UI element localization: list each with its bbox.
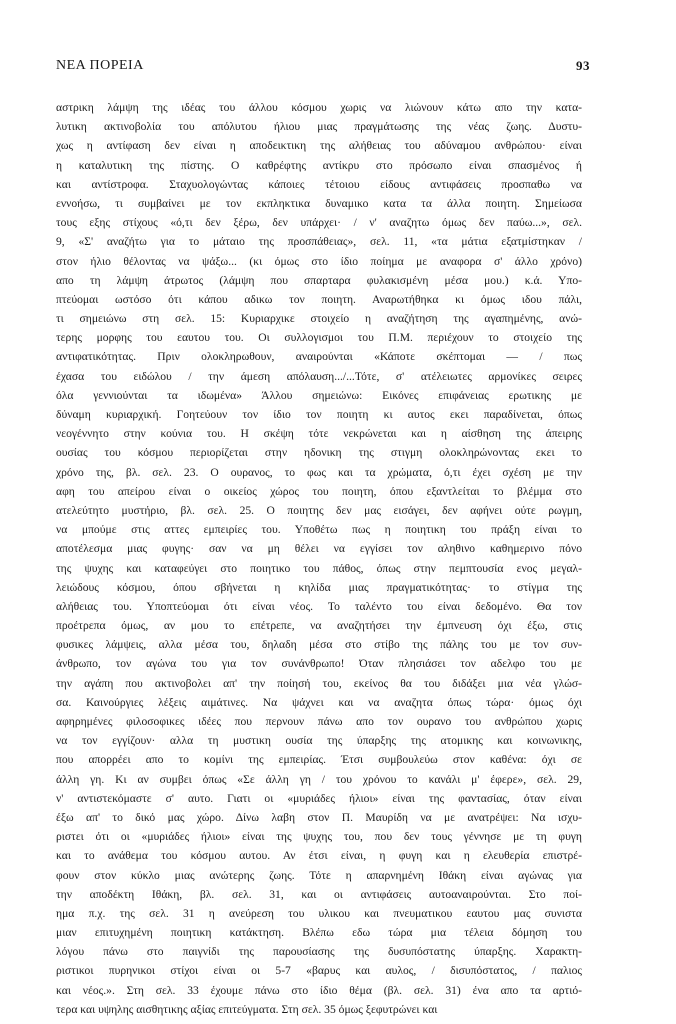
text-line: άλλη γη. Κι αν συμβει όπως «Σε άλλη γη / του χρόνου το κανάλι μ' έφερε», σελ. 29, <box>56 772 582 786</box>
text-line: έχασα του ειδώλου / την άμεση απόλαυση.../...Τότε, σ' ατέλειωτες αρμονίκες σειρες <box>56 369 582 383</box>
text-line: τους εξης στίχους «ό,τι δεν ξέρω, δεν υπάρχει· / ν' αναζητω όμως δεν παύω...», σελ. <box>56 216 582 230</box>
text-line: έξω απ' το δικό μας χώρο. Δίνω λαβη στον Π. Μαυρίδη να με ανατρέψει: Να ισχυ- <box>56 810 582 824</box>
page-number: 93 <box>576 58 590 73</box>
text-line: ατελεύτητο μυστήριο, βλ. σελ. 25. Ο ποιητης δεν μας εισάγει, δεν αφήνει ούτε ρωγμη, <box>56 503 582 517</box>
text-line: αφηρημένες φιλοσοφικες ιδέες που περνουν πάνω απο τον ουρανο του ανθρώπου χωρις <box>56 715 582 728</box>
text-line: εννοήσω, τι συμβαίνει με τον εκπληκτικα δυναμικο κατα τα άλλα ποιητη. Σημείωσα <box>56 196 582 210</box>
text-line: ριστικοι πυρηνικοι στίχοι είναι οι 5-7 «βαρυς και αυλος, / δισυπόστατος, / παλιος <box>56 964 582 978</box>
text-line: την αγάπη που ακτινοβολει απ' την ποίησή του, εκείνος θα του διδάξει μια νέα γλώσ- <box>56 676 582 690</box>
text-line: να τον εγγίζουν· αλλα τη μυστικη ουσία της ύπαρξης της ατομικης και κοινωνικης, <box>56 734 582 748</box>
text-line: τερης μορφης του εαυτου του. Οι συλλογισμοι του Π.Μ. περιέχουν το στοιχείο της <box>56 331 582 345</box>
text-line: ουσίας του κόσμου περιορίζεται στην ηδονικη της στιγμη ολοκληρώνοντας εκει το <box>56 446 582 460</box>
text-line: τι σημειώνω στη σελ. 15: Κυριαρχικε στοιχείο η αναζήτηση της αγαπημένης, ανώ- <box>56 312 582 326</box>
text-line: δύναμη κυριαρχική. Γοητεύουν τον ίδιο τον ποιητη κι αυτος εκει παραδίνεται, όπως <box>56 408 582 421</box>
text-line: αντιφατικότητας. Πριν ολοκληρωθουν, αναιρούνται «Κάποτε σκέπτομαι — / πως <box>56 350 582 364</box>
text-line: και νέος.». Στη σελ. 33 έχουμε πάνω στο ίδιο θέμα (βλ. σελ. 31) ένα απο τα αρτιό- <box>56 983 582 997</box>
text-line: μιαν επιτυχημένη ποιητικη κατάκτηση. Βλέπω εδω τώρα μια τέλεια δόμηση του <box>56 926 582 940</box>
body-text <box>56 98 582 1019</box>
text-line: λυτικη ακτινοβολία του απόλυτου ήλιου μιας πραγμάτωσης της νέας ζωης. Δυστυ- <box>56 120 582 134</box>
text-line: και το ανάθεμα του κόσμου αυτου. Αν έτσι είναι, η φυγη και η ελευθερία επιστρέ- <box>56 849 582 863</box>
text-line: που απορρέει απο το κομίνι της εμπειρίας. Έτσι συμβουλεύω στον καθένα: όχι σε <box>56 753 582 767</box>
text-line: αστρικη λάμψη της ιδέας του άλλου κόσμου χωρις να λιώνουν κάτω απο την κατα- <box>56 101 582 114</box>
text-line: απο τη λάμψη άτρωτος (λάμψη που σπαρταρα φυλακισμένη μέσα μου.) κ.ά. Υπο- <box>56 273 582 287</box>
text-line: χρόνο της, βλ. σελ. 23. Ο ουρανος, το φως και τα χρώματα, ό,τι έχει σχέση με την <box>56 465 582 479</box>
text-line: σα. Καινούργιες λέξεις αιμάτινες. Να ψάχνει και να αναζητα όπως τώρα· όμως όχι <box>56 695 582 709</box>
text-line: φυσικες λάμψεις, αλλα μέσα του, δηλαδη μέσα στο στίβο της πάλης του με τον συν- <box>56 638 582 652</box>
text-line: της ψυχης και καταφεύγει στο ποιητικο του πάθος, όπως στην πεμπτουσία ενος μεγαλ- <box>56 561 582 575</box>
text-line: αποτέλεσμα μιας φυγης· σαν να μη θέλει να εγγίσει τον αληθινο καθημερινο πόνο <box>56 542 582 556</box>
text-line: χως η αντίφαση δεν είναι η αποδεικτικη της αλήθειας του αδύναμου ανθρώπου· είναι <box>56 139 582 153</box>
text-line: την αποδέκτη Ιθάκη, βλ. σελ. 31, και οι αντιφάσεις αυτοαναιρούνται. Στο ποί- <box>56 887 582 901</box>
text-line: προέτρεπα όμως, αν μου το επέτρεπε, να αναζητήσει την έμπνευση όχι έξω, στις <box>56 619 582 633</box>
text-line: 9, «Σ' αναζήτω για το μάταιο της προσπάθειας», σελ. 11, «τα μάτια εξατμίστηκαν / <box>56 235 582 249</box>
text-line: όλα γεννιούνται τα ιδωμένα» Άλλου σημειώνω: Εικόνες επιφάνειας ερωτικης με <box>56 388 582 402</box>
text-line: άνθρωπο, τον αγώνα του για τον συνάνθρωπο! Όταν πλησιάσει τον αδελφο του με <box>56 657 582 671</box>
text-line: και αντίστροφα. Σταχυολογώντας κάποιες τέτοιου είδους αντιφάσεις προσπαθω να <box>56 177 582 191</box>
text-line: ν' αντιστεκόμαστε σ' αυτο. Γιατι οι «μυριάδες ήλιοι» είναι της φαντασίας, όταν είναι <box>56 791 582 805</box>
text-line: λειώδους κόσμου, όπου σβήνεται η κηλίδα μιας πραγματικότητας· το στίγμα της <box>56 580 582 594</box>
text-line: αφη του απείρου είναι ο οικείος χώρος του ποιητη, όπου εξαντλείται το βλέμμα στο <box>56 484 582 498</box>
running-title: ΝΕΑ ΠΟΡΕΙΑ <box>56 58 144 73</box>
text-line: να μπούμε στις αττες εμπειρίες του. Υποθέτω πως η ποιητικη του πράξη είναι το <box>56 523 582 537</box>
text-line: αλήθειας του. Υποπτεύομαι ότι είναι νέος. Το ταλέντο του είναι δεδομένο. Θα τον <box>56 599 582 613</box>
text-line: ημα π.χ. της σελ. 31 η ανεύρεση του υλικου και πνευματικου εαυτου μας συνιστα <box>56 906 582 920</box>
text-line: ριστει ότι οι «μυριάδες ήλιοι» είναι της ψυχης του, που δεν τους γέννησε με τη φυγη <box>56 830 582 844</box>
text-line: πτεύομαι ωστόσο ότι κάπου αδικω τον ποιητη. Αναρωτήθηκα κι όμως ιδου πάλι, <box>56 292 582 306</box>
text-line: τερα και υψηλης αισθητικης αξίας επιτεύγματα. Στη σελ. 35 όμως ξεφυτρώνει και <box>56 1002 438 1016</box>
text-line: φουν στον κύκλο μιας ανώτερης ζωης. Τότε η απαρνημένη Ιθάκη είναι αγώνας για <box>56 868 582 882</box>
text-line: νεογέννητο στην κούνια του. Η σκέψη τότε νεκρώνεται και η αίσθηση της άπειρης <box>56 427 582 441</box>
page-header <box>56 58 590 78</box>
text-line: λόγου πάνω στο παιγνίδι της παρουσίασης της δυσυπόστατης ύπαρξης. Χαρακτη- <box>56 945 582 959</box>
text-line: η καταλυτικη της πίστης. Ο καθρέφτης αντίκρυ στο πρόσωπο είναι σπασμένος ή <box>56 158 582 172</box>
text-line: στον ήλιο θέλοντας να ψάξω... (κι όμως στο ίδιο ποίημα με αναφορα σ' άλλο χρόνο) <box>56 254 582 268</box>
